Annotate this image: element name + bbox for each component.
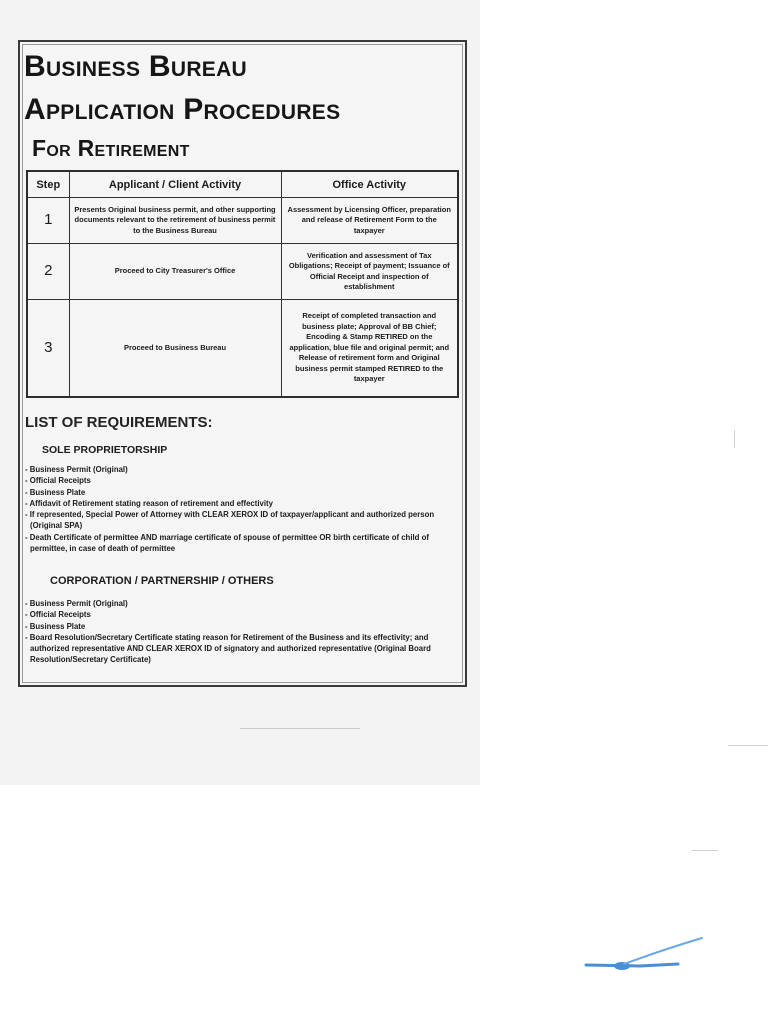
applicant-activity-cell: Proceed to Business Bureau (69, 299, 281, 397)
office-activity-cell: Receipt of completed transaction and business plate; Approval of BB Chief; Encoding & Stamp RETIRED on the application, blue file and original permit; and Release of retirement form and Original business permit stamped RETIRED to the taxpayer (281, 299, 458, 397)
requirements-heading: LIST OF REQUIREMENTS: (25, 414, 213, 431)
procedure-table (26, 170, 459, 398)
title-line-3: For Retirement (32, 135, 190, 161)
scan-smudge (240, 728, 360, 729)
office-activity-cell: Verification and assessment of Tax Obligations; Receipt of payment; Issuance of Official Receipt and inspection of establishment (281, 244, 458, 299)
applicant-activity-column-header: Applicant / Client Activity (69, 171, 281, 198)
list-item: - Affidavit of Retirement stating reason of retirement and effectivity (25, 498, 461, 509)
step-number: 2 (27, 244, 69, 299)
blue-pen-mark-icon (582, 930, 707, 980)
list-item: - Board Resolution/Secretary Certificate stating reason for Retirement of the Business and its effectivity; and authorized representative AND CLEAR XEROX ID of signatory and authorized representative (Original Board Resolution/Secretary Certificate) (25, 632, 461, 666)
sole-proprietorship-heading: SOLE PROPRIETORSHIP (42, 444, 168, 456)
list-item: - Business Plate (25, 487, 461, 498)
list-item: - Death Certificate of permittee AND marriage certificate of spouse of permittee OR birth certificate of child of permittee, in case of death of permittee (25, 532, 461, 555)
scan-smudge (728, 745, 768, 746)
list-item: - Official Receipts (25, 609, 461, 620)
applicant-activity-cell: Proceed to City Treasurer's Office (69, 244, 281, 299)
scan-smudge (692, 850, 718, 851)
title-line-2: Application Procedures (24, 93, 341, 126)
list-item: - Business Plate (25, 621, 461, 632)
list-item: - Business Permit (Original) (25, 598, 461, 609)
title-line-1: Business Bureau (24, 50, 248, 83)
table-row (27, 244, 458, 299)
list-item: - Official Receipts (25, 475, 461, 486)
office-activity-column-header: Office Activity (281, 171, 458, 198)
step-number: 1 (27, 198, 69, 244)
corporation-requirements-list (25, 598, 461, 666)
list-item: - If represented, Special Power of Attorney with CLEAR XEROX ID of taxpayer/applicant and authorized person (Original SPA) (25, 509, 461, 532)
scan-smudge (734, 430, 735, 448)
applicant-activity-cell: Presents Original business permit, and other supporting documents relevant to the retirement of business permit to the Business Bureau (69, 198, 281, 244)
sole-proprietorship-requirements-list (25, 464, 461, 554)
table-row (27, 299, 458, 397)
table-row (27, 198, 458, 244)
office-activity-cell: Assessment by Licensing Officer, preparation and release of Retirement Form to the taxpayer (281, 198, 458, 244)
corporation-partnership-heading: CORPORATION / PARTNERSHIP / OTHERS (50, 575, 274, 587)
procedure-table-header-row (27, 171, 458, 198)
list-item: - Business Permit (Original) (25, 464, 461, 475)
step-column-header: Step (27, 171, 69, 198)
step-number: 3 (27, 299, 69, 397)
